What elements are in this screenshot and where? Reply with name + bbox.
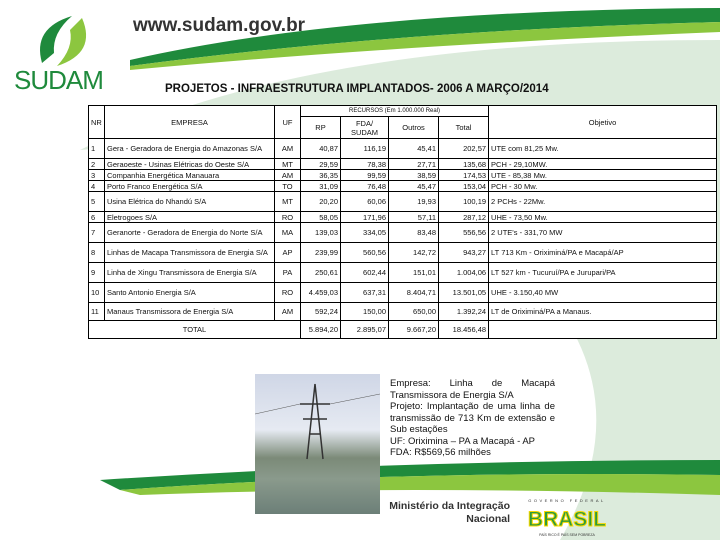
cell-outros: 151,01 (389, 263, 439, 283)
cell-nr: 7 (89, 223, 105, 243)
cell-fda: 334,05 (341, 223, 389, 243)
projects-table (88, 105, 717, 339)
cell-uf: RO (275, 212, 301, 223)
cell-nr: 9 (89, 263, 105, 283)
cell-fda: 60,06 (341, 192, 389, 212)
cell-empresa: Geraoeste - Usinas Elétricas do Oeste S/A (105, 159, 275, 170)
cell-rp: 139,03 (301, 223, 341, 243)
cell-nr: 8 (89, 243, 105, 263)
cell-rp: 239,99 (301, 243, 341, 263)
info-empresa: Empresa: Linha de Macapá Transmissora de Energia S/A (390, 378, 555, 401)
cell-outros: 45,41 (389, 139, 439, 159)
cell-fda: 171,96 (341, 212, 389, 223)
cell-total: 153,04 (439, 181, 489, 192)
cell-fda: 116,19 (341, 139, 389, 159)
cell-fda: 99,59 (341, 170, 389, 181)
brasil-logo-text: BRASIL (527, 508, 607, 531)
total-total: 18.456,48 (439, 321, 489, 339)
cell-uf: RO (275, 283, 301, 303)
cell-objetivo: UTE - 85,38 Mw. (489, 170, 717, 181)
table-row (89, 263, 717, 283)
cell-empresa: Eletrogoes S/A (105, 212, 275, 223)
brasil-bottom-text: PAÍS RICO É PAÍS SEM POBREZA (539, 533, 595, 537)
table-row (89, 170, 717, 181)
cell-nr: 10 (89, 283, 105, 303)
header-objetivo: Objetivo (489, 106, 717, 139)
cell-total: 174,53 (439, 170, 489, 181)
table-row (89, 212, 717, 223)
cell-rp: 29,59 (301, 159, 341, 170)
cell-objetivo: 2 PCHs - 22Mw. (489, 192, 717, 212)
cell-rp: 36,35 (301, 170, 341, 181)
header-recursos: RECURSOS (Em 1.000.000 Real) (301, 106, 489, 117)
info-uf: UF: Oriximina – PA a Macapá - AP (390, 435, 536, 447)
brasil-government-logo (515, 498, 620, 538)
header-fda: FDA/ SUDAM (341, 117, 389, 139)
cell-outros: 19,93 (389, 192, 439, 212)
table-row (89, 159, 717, 170)
cell-empresa: Santo Antonio Energia S/A (105, 283, 275, 303)
table-row (89, 223, 717, 243)
cell-empresa: Linhas de Macapa Transmissora de Energia S/A (105, 243, 275, 263)
cell-nr: 1 (89, 139, 105, 159)
cell-fda: 150,00 (341, 303, 389, 321)
cell-rp: 4.459,03 (301, 283, 341, 303)
cell-total: 13.501,05 (439, 283, 489, 303)
cell-objetivo: PCH - 30 Mw. (489, 181, 717, 192)
header-total: Total (439, 117, 489, 139)
cell-uf: AM (275, 170, 301, 181)
transmission-tower-icon (255, 374, 380, 514)
cell-outros: 27,71 (389, 159, 439, 170)
cell-total: 287,12 (439, 212, 489, 223)
table-row (89, 192, 717, 212)
sudam-logo-text: SUDAM (14, 65, 103, 95)
cell-total: 135,68 (439, 159, 489, 170)
cell-rp: 40,87 (301, 139, 341, 159)
cell-objetivo: LT 713 Km - Oriximiná/PA e Macapá/AP (489, 243, 717, 263)
cell-total: 1.004,06 (439, 263, 489, 283)
transmission-tower-photo (255, 374, 380, 514)
cell-objetivo: UHE - 73,50 Mw. (489, 212, 717, 223)
cell-outros: 38,59 (389, 170, 439, 181)
cell-fda: 637,31 (341, 283, 389, 303)
sudam-logo-icon (12, 8, 112, 68)
cell-rp: 250,61 (301, 263, 341, 283)
brasil-top-text: GOVERNO FEDERAL (528, 498, 606, 503)
cell-objetivo: LT 527 km - Tucuruí/PA e Jurupari/PA (489, 263, 717, 283)
cell-objetivo: 2 UTE's - 331,70 MW (489, 223, 717, 243)
header-nr: NR (89, 106, 105, 139)
table-row (89, 303, 717, 321)
project-info (390, 378, 555, 459)
cell-outros: 83,48 (389, 223, 439, 243)
cell-uf: AM (275, 139, 301, 159)
cell-nr: 3 (89, 170, 105, 181)
cell-outros: 142,72 (389, 243, 439, 263)
table-row (89, 243, 717, 263)
header-empresa: EMPRESA (105, 106, 275, 139)
cell-total: 202,57 (439, 139, 489, 159)
total-label: TOTAL (89, 321, 301, 339)
cell-objetivo: UHE - 3.150,40 MW (489, 283, 717, 303)
total-rp: 5.894,20 (301, 321, 341, 339)
header-outros: Outros (389, 117, 439, 139)
cell-total: 1.392,24 (439, 303, 489, 321)
table-row (89, 139, 717, 159)
header-rp: RP (301, 117, 341, 139)
cell-fda: 78,38 (341, 159, 389, 170)
cell-outros: 650,00 (389, 303, 439, 321)
page-title: PROJETOS - INFRAESTRUTURA IMPLANTADOS- 2006 A MARÇO/2014 (165, 83, 549, 95)
cell-uf: AP (275, 243, 301, 263)
cell-outros: 57,11 (389, 212, 439, 223)
cell-uf: MA (275, 223, 301, 243)
cell-outros: 45,47 (389, 181, 439, 192)
cell-nr: 6 (89, 212, 105, 223)
cell-objetivo: UTE com 81,25 Mw. (489, 139, 717, 159)
table-row (89, 181, 717, 192)
cell-uf: MT (275, 159, 301, 170)
table-row (89, 283, 717, 303)
cell-uf: AM (275, 303, 301, 321)
info-fda: FDA: R$569,56 milhões (390, 447, 491, 458)
info-projeto: Projeto: Implantação de uma linha de transmissão de 713 Km de extensão e Sub estações (390, 401, 555, 435)
cell-nr: 11 (89, 303, 105, 321)
total-fda: 2.895,07 (341, 321, 389, 339)
cell-rp: 31,09 (301, 181, 341, 192)
cell-rp: 58,05 (301, 212, 341, 223)
cell-rp: 20,20 (301, 192, 341, 212)
cell-nr: 2 (89, 159, 105, 170)
ministry-logo-text: Ministério da Integração Nacional (389, 500, 510, 525)
header-uf: UF (275, 106, 301, 139)
cell-objetivo: LT de Oriximiná/PA a Manaus. (489, 303, 717, 321)
cell-fda: 560,56 (341, 243, 389, 263)
cell-fda: 602,44 (341, 263, 389, 283)
cell-nr: 4 (89, 181, 105, 192)
cell-empresa: Companhia Energética Manauara (105, 170, 275, 181)
website-url: www.sudam.gov.br (133, 15, 306, 36)
cell-uf: TO (275, 181, 301, 192)
cell-outros: 8.404,71 (389, 283, 439, 303)
cell-empresa: Porto Franco Energética S/A (105, 181, 275, 192)
cell-uf: PA (275, 263, 301, 283)
cell-empresa: Gera - Geradora de Energia do Amazonas S/A (105, 139, 275, 159)
cell-total: 100,19 (439, 192, 489, 212)
cell-empresa: Manaus Transmissora de Energia S/A (105, 303, 275, 321)
cell-fda: 76,48 (341, 181, 389, 192)
cell-rp: 592,24 (301, 303, 341, 321)
cell-total: 943,27 (439, 243, 489, 263)
total-outros: 9.667,20 (389, 321, 439, 339)
cell-empresa: Usina Elétrica do Nhandú S/A (105, 192, 275, 212)
cell-nr: 5 (89, 192, 105, 212)
cell-objetivo: PCH - 29,10MW. (489, 159, 717, 170)
cell-empresa: Linha de Xingu Transmissora de Energia S/A (105, 263, 275, 283)
cell-empresa: Geranorte - Geradora de Energia do Norte S/A (105, 223, 275, 243)
cell-uf: MT (275, 192, 301, 212)
cell-total: 556,56 (439, 223, 489, 243)
